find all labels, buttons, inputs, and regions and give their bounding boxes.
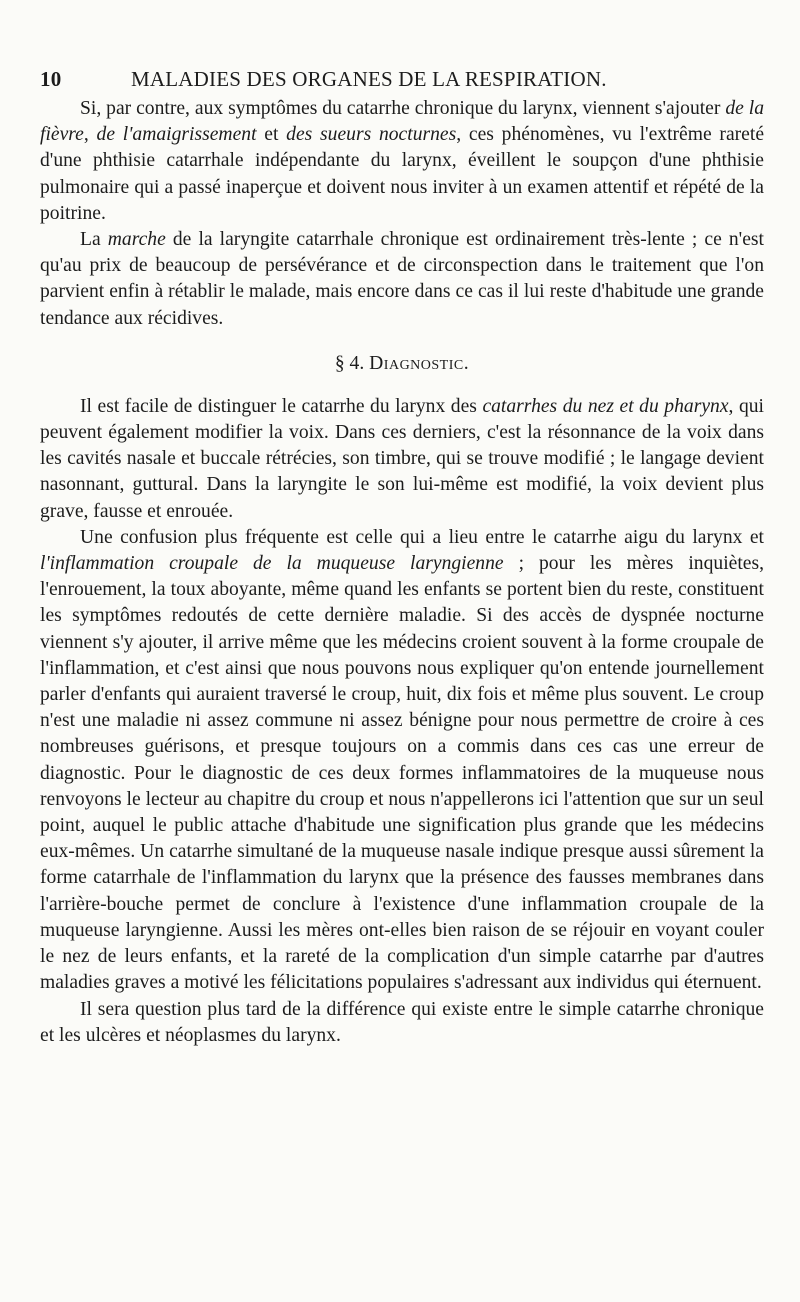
section-title: Diagnostic. [369, 352, 470, 374]
paragraph-course: La marche de la laryngite catarrhale chronique est ordinairement très-lente ; ce n'est qu'au prix de beaucoup de persévérance et de circonspection dans le traitement que l'on parvient enfin à rétablir le malade, mais encore dans ce cas il lui reste d'habitude une grande tendance aux récidives. [40, 229, 764, 329]
body-text [40, 96, 764, 1049]
page-number: 10 [40, 67, 62, 91]
paragraph-ulcers: Il sera question plus tard de la différence qui existe entre le simple catarrhe chronique et les ulcères et néoplasmes du larynx. [40, 998, 764, 1046]
paragraph-croup: Une confusion plus fréquente est celle qui a lieu entre le catarrhe aigu du larynx et l'inflammation croupale de la muqueuse laryngienne ; pour les mères inquiètes, l'enrouement, la toux aboyante, même quand les enfants se portent bien du reste, constituent les symptômes redoutés de cette dernière maladie. Si des accès de dyspnée nocturne viennent s'y ajouter, il arrive même que les médecins croient souvent à la forme croupale de l'inflammation, et c'est ainsi que nous pouvons nous expliquer qu'on entende journellement parler d'enfants qui auraient traversé le croup, huit, dix fois et même plus souvent. Le croup n'est une maladie ni assez commune ni assez bénigne pour nous permettre de croire à ces nombreuses guérisons, et presque toujours on a commis dans ces cas une erreur de diagnostic. Pour le diagnostic de ces deux formes inflammatoires de la muqueuse nous renvoyons le lecteur au chapitre du croup et nous n'appellerons ici l'attention que sur un seul point, auquel le public attache d'habitude une signification plus grande que les médecins eux-mêmes. Un catarrhe simultané de la muqueuse nasale indique presque aussi sûrement la forme catarrhale de l'inflammation du larynx que la présence des fausses membranes dans l'arrière-bouche permet de conclure à l'existence d'une inflammation croupale de la muqueuse laryngienne. Aussi les mères ont-elles bien raison de se réjouir en voyant couler le nez de leurs enfants, et la rareté de la complication d'un simple catarrhe par d'autres maladies graves a motivé les félicitations populaires s'adressant aux individus qui éternuent. [40, 526, 764, 994]
paragraph-nasal-catarrh: Il est facile de distinguer le catarrhe du larynx des catarrhes du nez et du pharynx, qui peuvent également modifier la voix. Dans ces derniers, c'est la résonnance de la voix dans les cavités nasale et buccale rétrécies, son timbre, qui se trouve modifié ; le langage devient nasonnant, guttural. Dans la laryngite le son lui-même est modifié, la voix devient plus grave, fausse et enrouée. [40, 395, 764, 522]
section-number: § 4. [334, 352, 365, 374]
running-title: MALADIES DES ORGANES DE LA RESPIRATION. [131, 67, 607, 91]
section-heading [40, 351, 764, 377]
paragraph-symptoms: Si, par contre, aux symptômes du catarrhe chronique du larynx, viennent s'ajouter de la fièvre, de l'amaigrissement et des sueurs nocturnes, ces phénomènes, vu l'extrême rareté d'une phthisie catarrhale indépendante du larynx, éveillent le soupçon d'une phthisie pulmonaire qui a passé inaperçue et doivent nous inviter à un examen attentif et répété de la poitrine. [40, 98, 765, 224]
